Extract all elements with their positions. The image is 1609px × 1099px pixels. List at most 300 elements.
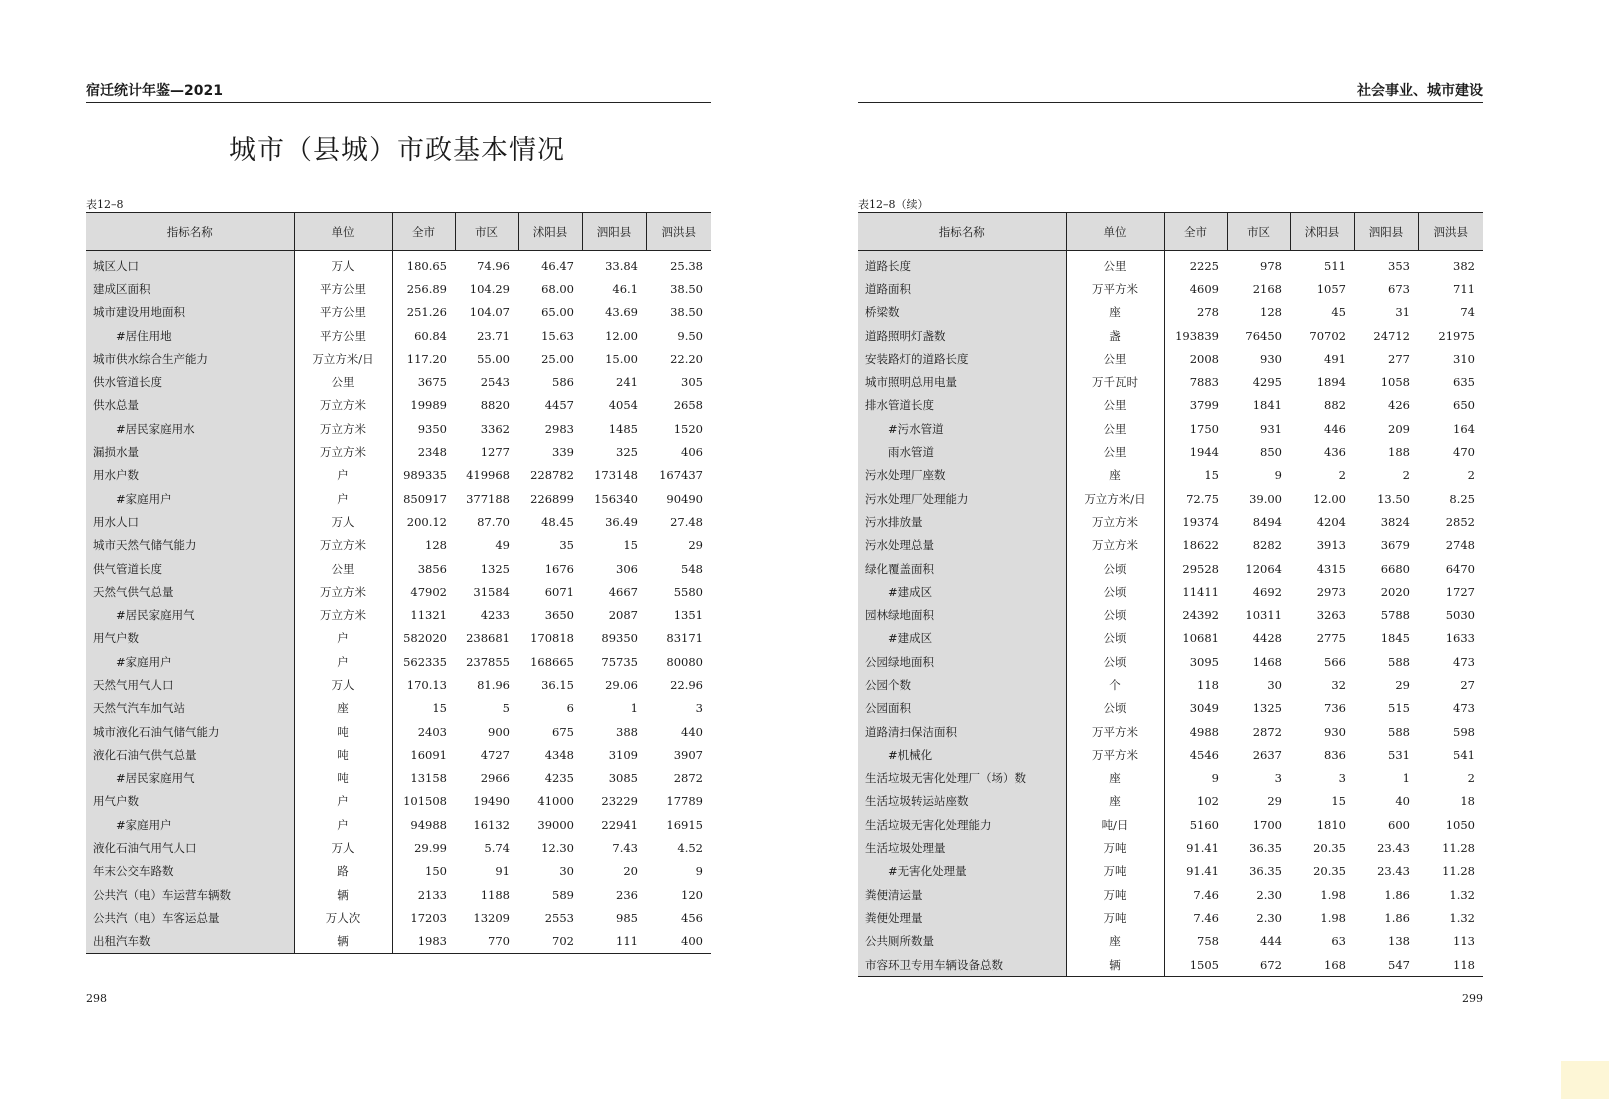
column-header: 泗洪县 [646, 213, 711, 251]
value-cell: 1.86 [1384, 910, 1410, 925]
value-cell: 11.28 [1442, 841, 1475, 856]
unit-cell: 万人次 [294, 906, 392, 929]
value-cell: 256.89 [406, 281, 447, 296]
indicator-name: 公园面积 [858, 697, 1066, 720]
table-row [86, 324, 711, 347]
table-label: 表12–8（续） [858, 198, 929, 211]
value-cell: 4204 [1316, 514, 1346, 529]
value-cell: 81.96 [477, 677, 510, 692]
unit-cell: 户 [294, 627, 392, 650]
value-cell: 388 [616, 724, 638, 739]
unit-cell: 公里 [1066, 251, 1164, 278]
value-cell: 3362 [480, 421, 510, 436]
data-table [86, 212, 711, 954]
value-cell: 23.43 [1377, 841, 1410, 856]
indicator-name: #污水管道 [858, 417, 1066, 440]
indicator-name: 粪便处理量 [858, 906, 1066, 929]
indicator-name: #建成区 [858, 580, 1066, 603]
unit-cell: 万人 [294, 251, 392, 278]
value-cell: 23229 [601, 794, 638, 809]
table-row [86, 650, 711, 673]
table-row [86, 743, 711, 766]
running-head [86, 82, 711, 103]
value-cell: 6071 [544, 584, 574, 599]
indicator-name: 雨水管道 [858, 440, 1066, 463]
value-cell: 11411 [1182, 584, 1219, 599]
value-cell: 541 [1453, 747, 1475, 762]
value-cell: 89350 [601, 631, 638, 646]
value-cell: 150 [425, 864, 447, 879]
indicator-name: 天然气供气总量 [86, 580, 294, 603]
indicator-name: 污水处理厂座数 [858, 464, 1066, 487]
value-cell: 900 [488, 724, 510, 739]
value-cell: 1188 [480, 887, 510, 902]
value-cell: 673 [1388, 281, 1410, 296]
value-cell: 1057 [1316, 281, 1346, 296]
value-cell: 33.84 [605, 258, 638, 273]
value-cell: 228782 [530, 468, 574, 483]
value-cell: 200.12 [406, 514, 447, 529]
value-cell: 15 [1204, 468, 1219, 483]
value-cell: 2872 [673, 771, 703, 786]
indicator-name: 城市照明总用电量 [858, 370, 1066, 393]
value-cell: 113 [1453, 934, 1475, 949]
value-cell: 985 [616, 910, 638, 925]
value-cell: 5788 [1380, 608, 1410, 623]
value-cell: 436 [1324, 445, 1346, 460]
value-cell: 3679 [1380, 538, 1410, 553]
indicator-name: 建成区面积 [86, 277, 294, 300]
table-row [858, 743, 1483, 766]
value-cell: 74.96 [477, 258, 510, 273]
unit-cell: 座 [1066, 464, 1164, 487]
value-cell: 1277 [480, 445, 510, 460]
value-cell: 4609 [1189, 281, 1219, 296]
indicator-name: 年末公交车路数 [86, 860, 294, 883]
value-cell: 3095 [1189, 654, 1219, 669]
table-row [858, 883, 1483, 906]
unit-cell: 辆 [1066, 953, 1164, 977]
value-cell: 8820 [480, 398, 510, 413]
value-cell: 22.96 [670, 677, 703, 692]
value-cell: 4457 [544, 398, 574, 413]
value-cell: 306 [616, 561, 638, 576]
value-cell: 1325 [480, 561, 510, 576]
value-cell: 193839 [1175, 328, 1219, 343]
unit-cell: 公顷 [1066, 627, 1164, 650]
value-cell: 2133 [417, 887, 447, 902]
value-cell: 736 [1324, 701, 1346, 716]
value-cell: 2983 [544, 421, 574, 436]
indicator-name: 漏损水量 [86, 440, 294, 463]
value-cell: 15 [432, 701, 447, 716]
value-cell: 4233 [480, 608, 510, 623]
value-cell: 29528 [1182, 561, 1219, 576]
value-cell: 104.29 [469, 281, 510, 296]
value-cell: 6470 [1445, 561, 1475, 576]
table-row [858, 251, 1483, 278]
indicator-name: 天然气汽车加气站 [86, 697, 294, 720]
value-cell: 164 [1453, 421, 1475, 436]
value-cell: 12.30 [541, 841, 574, 856]
value-cell: 1750 [1189, 421, 1219, 436]
value-cell: 2748 [1445, 538, 1475, 553]
value-cell: 167437 [659, 468, 703, 483]
unit-cell: 万千瓦时 [1066, 370, 1164, 393]
running-head [858, 82, 1483, 103]
unit-cell: 吨 [294, 767, 392, 790]
value-cell: 4.52 [677, 841, 703, 856]
unit-cell: 平方公里 [294, 277, 392, 300]
table-row [858, 464, 1483, 487]
value-cell: 2 [1467, 468, 1475, 483]
value-cell: 515 [1388, 701, 1410, 716]
value-cell: 1 [630, 701, 638, 716]
value-cell: 241 [616, 375, 638, 390]
value-cell: 72.75 [1186, 491, 1219, 506]
value-cell: 30 [559, 864, 574, 879]
value-cell: 17203 [410, 910, 447, 925]
value-cell: 586 [552, 375, 574, 390]
column-header: 市区 [1227, 213, 1290, 251]
value-cell: 13158 [410, 771, 447, 786]
value-cell: 18 [1460, 794, 1475, 809]
value-cell: 120 [681, 887, 703, 902]
value-cell: 4428 [1252, 631, 1282, 646]
unit-cell: 公里 [1066, 440, 1164, 463]
unit-cell: 座 [1066, 790, 1164, 813]
unit-cell: 公里 [1066, 417, 1164, 440]
value-cell: 589 [552, 887, 574, 902]
page-number: 299 [1462, 992, 1483, 1005]
value-cell: 440 [681, 724, 703, 739]
table-row [858, 277, 1483, 300]
indicator-name: 排水管道长度 [858, 394, 1066, 417]
value-cell: 491 [1324, 351, 1346, 366]
table-row [86, 883, 711, 906]
value-cell: 48.45 [541, 514, 574, 529]
indicator-name: 生活垃圾无害化处理能力 [858, 813, 1066, 836]
value-cell: 562335 [403, 654, 447, 669]
corner-decoration [1561, 1061, 1609, 1099]
unit-cell: 万立方米 [1066, 510, 1164, 533]
indicator-name: #无害化处理量 [858, 860, 1066, 883]
value-cell: 45 [1331, 305, 1346, 320]
value-cell: 15.00 [605, 351, 638, 366]
value-cell: 400 [646, 930, 711, 954]
column-header: 泗阳县 [1354, 213, 1418, 251]
value-cell: 2543 [480, 375, 510, 390]
unit-cell: 万立方米 [294, 603, 392, 626]
value-cell: 3109 [608, 747, 638, 762]
table-row [858, 790, 1483, 813]
value-cell: 7.43 [612, 841, 638, 856]
indicator-name: #机械化 [858, 743, 1066, 766]
table-row [86, 720, 711, 743]
indicator-name: 生活垃圾转运站座数 [858, 790, 1066, 813]
indicator-name: 城市建设用地面积 [86, 301, 294, 324]
value-cell: 2.30 [1256, 887, 1282, 902]
value-cell: 46.1 [612, 281, 638, 296]
indicator-name: #居住用地 [86, 324, 294, 347]
value-cell: 1325 [1252, 701, 1282, 716]
value-cell: 6680 [1380, 561, 1410, 576]
value-cell: 7.46 [1193, 887, 1219, 902]
indicator-name: 公园绿地面积 [858, 650, 1066, 673]
unit-cell: 公里 [294, 370, 392, 393]
value-cell: 38.50 [670, 281, 703, 296]
value-cell: 118 [1418, 953, 1483, 977]
value-cell: 27.48 [670, 514, 703, 529]
value-cell: 2966 [480, 771, 510, 786]
indicator-name: 天然气用气人口 [86, 673, 294, 696]
table-row [86, 510, 711, 533]
value-cell: 111 [582, 930, 646, 954]
unit-cell: 户 [294, 650, 392, 673]
value-cell: 3675 [417, 375, 447, 390]
value-cell: 128 [1260, 305, 1282, 320]
value-cell: 850917 [403, 491, 447, 506]
indicator-name: #家庭用户 [86, 487, 294, 510]
value-cell: 32 [1331, 677, 1346, 692]
table-row [858, 370, 1483, 393]
indicator-name: #家庭用户 [86, 650, 294, 673]
value-cell: 5.74 [484, 841, 510, 856]
indicator-name: 道路面积 [858, 277, 1066, 300]
value-cell: 1894 [1316, 375, 1346, 390]
unit-cell: 万立方米 [1066, 534, 1164, 557]
column-header: 指标名称 [858, 213, 1066, 251]
value-cell: 39.00 [1249, 491, 1282, 506]
value-cell: 7.46 [1193, 910, 1219, 925]
value-cell: 12064 [1245, 561, 1282, 576]
value-cell: 101508 [403, 794, 447, 809]
value-cell: 8282 [1252, 538, 1282, 553]
value-cell: 11.28 [1442, 864, 1475, 879]
value-cell: 209 [1388, 421, 1410, 436]
table-row [86, 534, 711, 557]
unit-cell: 万吨 [1066, 883, 1164, 906]
value-cell: 83171 [666, 631, 703, 646]
table-row [858, 603, 1483, 626]
table-row [858, 301, 1483, 324]
value-cell: 277 [1388, 351, 1410, 366]
indicator-name: #居民家庭用气 [86, 767, 294, 790]
value-cell: 850 [1260, 445, 1282, 460]
value-cell: 2.30 [1256, 910, 1282, 925]
unit-cell: 万立方米/日 [294, 347, 392, 370]
value-cell: 4348 [544, 747, 574, 762]
value-cell: 46.47 [541, 258, 574, 273]
value-cell: 1700 [1252, 817, 1282, 832]
table-row [858, 440, 1483, 463]
table-row [858, 836, 1483, 859]
value-cell: 168665 [530, 654, 574, 669]
value-cell: 76450 [1245, 328, 1282, 343]
value-cell: 3263 [1316, 608, 1346, 623]
value-cell: 91 [495, 864, 510, 879]
table-row [858, 534, 1483, 557]
value-cell: 16915 [666, 817, 703, 832]
unit-cell: 辆 [294, 883, 392, 906]
value-cell: 29 [1267, 794, 1282, 809]
value-cell: 80080 [666, 654, 703, 669]
value-cell: 75735 [601, 654, 638, 669]
value-cell: 1.98 [1320, 910, 1346, 925]
value-cell: 426 [1388, 398, 1410, 413]
value-cell: 21975 [1438, 328, 1475, 343]
indicator-name: 用气户数 [86, 790, 294, 813]
value-cell: 39000 [537, 817, 574, 832]
value-cell: 23.43 [1377, 864, 1410, 879]
value-cell: 5580 [673, 584, 703, 599]
indicator-name: 公共汽（电）车客运总量 [86, 906, 294, 929]
unit-cell: 公顷 [1066, 603, 1164, 626]
unit-cell: 万吨 [1066, 906, 1164, 929]
value-cell: 1676 [544, 561, 574, 576]
value-cell: 2658 [673, 398, 703, 413]
value-cell: 3799 [1189, 398, 1219, 413]
value-cell: 8.25 [1449, 491, 1475, 506]
table-row [86, 251, 711, 278]
table-row [858, 417, 1483, 440]
value-cell: 63 [1331, 934, 1346, 949]
value-cell: 2 [1338, 468, 1346, 483]
value-cell: 4546 [1189, 747, 1219, 762]
table-row [86, 580, 711, 603]
value-cell: 102 [1197, 794, 1219, 809]
table-row [858, 650, 1483, 673]
indicator-name: 道路照明灯盏数 [858, 324, 1066, 347]
value-cell: 5030 [1445, 608, 1475, 623]
value-cell: 930 [1260, 351, 1282, 366]
value-cell: 15 [623, 538, 638, 553]
value-cell: 18622 [1182, 538, 1219, 553]
table-row [86, 277, 711, 300]
table-row [858, 697, 1483, 720]
indicator-name: 液化石油气供气总量 [86, 743, 294, 766]
value-cell: 2 [1402, 468, 1410, 483]
value-cell: 3650 [544, 608, 574, 623]
value-cell: 24712 [1373, 328, 1410, 343]
table-row [86, 440, 711, 463]
value-cell: 2872 [1252, 724, 1282, 739]
value-cell: 1.32 [1449, 910, 1475, 925]
indicator-name: 用气户数 [86, 627, 294, 650]
value-cell: 456 [681, 910, 703, 925]
value-cell: 3049 [1189, 701, 1219, 716]
value-cell: 2775 [1316, 631, 1346, 646]
value-cell: 9 [695, 864, 703, 879]
indicator-name: #居民家庭用气 [86, 603, 294, 626]
value-cell: 19374 [1182, 514, 1219, 529]
value-cell: 1810 [1316, 817, 1346, 832]
unit-cell: 公里 [1066, 394, 1164, 417]
value-cell: 60.84 [414, 328, 447, 343]
value-cell: 1058 [1380, 375, 1410, 390]
value-cell: 31584 [473, 584, 510, 599]
value-cell: 930 [1324, 724, 1346, 739]
value-cell: 3907 [673, 747, 703, 762]
indicator-name: 安装路灯的道路长度 [858, 347, 1066, 370]
value-cell: 236 [616, 887, 638, 902]
value-cell: 104.07 [469, 305, 510, 320]
indicator-name: 供水总量 [86, 394, 294, 417]
indicator-name: 出租汽车数 [86, 930, 294, 954]
table-row [86, 836, 711, 859]
unit-cell: 万吨 [1066, 836, 1164, 859]
unit-cell: 座 [1066, 767, 1164, 790]
value-cell: 4667 [608, 584, 638, 599]
table-row [858, 557, 1483, 580]
value-cell: 19989 [410, 398, 447, 413]
page-number: 298 [86, 992, 107, 1005]
unit-cell: 万立方米 [294, 534, 392, 557]
value-cell: 20 [623, 864, 638, 879]
value-cell: 2403 [417, 724, 447, 739]
value-cell: 702 [518, 930, 582, 954]
value-cell: 29 [1395, 677, 1410, 692]
table-row [86, 301, 711, 324]
column-header: 泗洪县 [1418, 213, 1483, 251]
value-cell: 49 [495, 538, 510, 553]
unit-cell: 万平方米 [1066, 743, 1164, 766]
value-cell: 36.15 [541, 677, 574, 692]
indicator-name: #家庭用户 [86, 813, 294, 836]
value-cell: 1944 [1189, 445, 1219, 460]
value-cell: 5160 [1189, 817, 1219, 832]
page-title: 城市（县城）市政基本情况 [229, 135, 565, 166]
value-cell: 180.65 [406, 258, 447, 273]
value-cell: 29.06 [605, 677, 638, 692]
value-cell: 36.35 [1249, 864, 1282, 879]
value-cell: 24392 [1182, 608, 1219, 623]
value-cell: 2008 [1189, 351, 1219, 366]
table-row [86, 487, 711, 510]
indicator-name: 污水处理厂处理能力 [858, 487, 1066, 510]
value-cell: 473 [1453, 701, 1475, 716]
unit-cell: 座 [294, 697, 392, 720]
value-cell: 4727 [480, 747, 510, 762]
value-cell: 566 [1324, 654, 1346, 669]
value-cell: 2553 [544, 910, 574, 925]
table-row [86, 557, 711, 580]
indicator-name: 用水户数 [86, 464, 294, 487]
value-cell: 16091 [410, 747, 447, 762]
indicator-name: 城市天然气储气能力 [86, 534, 294, 557]
value-cell: 1485 [608, 421, 638, 436]
value-cell: 2348 [417, 445, 447, 460]
value-cell: 382 [1453, 258, 1475, 273]
value-cell: 446 [1324, 421, 1346, 436]
value-cell: 22941 [601, 817, 638, 832]
value-cell: 30 [1267, 677, 1282, 692]
table-row [86, 603, 711, 626]
table-row [86, 394, 711, 417]
running-head-text: 社会事业、城市建设 [1357, 83, 1483, 99]
value-cell: 2973 [1316, 584, 1346, 599]
value-cell: 600 [1388, 817, 1410, 832]
unit-cell: 盏 [1066, 324, 1164, 347]
value-cell: 711 [1453, 281, 1475, 296]
table-row [858, 347, 1483, 370]
unit-cell: 公里 [294, 557, 392, 580]
value-cell: 251.26 [406, 305, 447, 320]
table-row [858, 487, 1483, 510]
value-cell: 138 [1388, 934, 1410, 949]
table-row [858, 953, 1483, 977]
value-cell: 931 [1260, 421, 1282, 436]
